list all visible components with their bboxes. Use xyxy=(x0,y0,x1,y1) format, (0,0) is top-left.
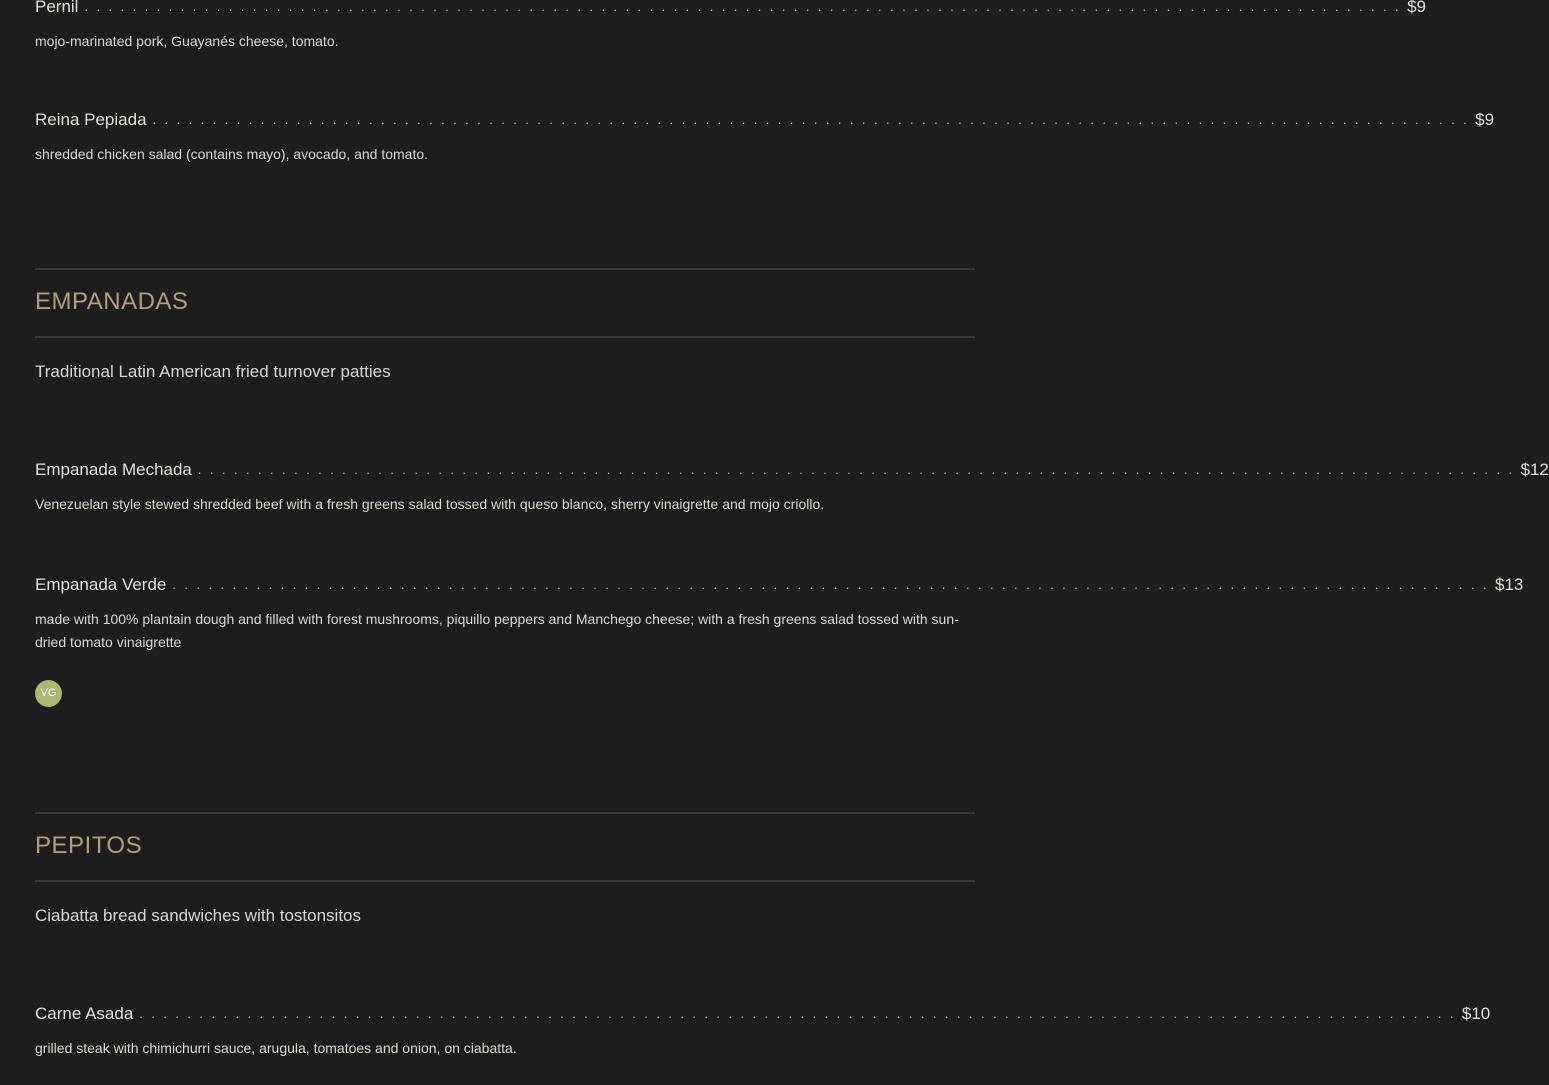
section-title-empanadas: EMPANADAS xyxy=(35,288,189,315)
menu-item-header xyxy=(35,456,1549,484)
menu-item-name: Reina Pepiada xyxy=(35,110,147,129)
menu-item-price: $12 xyxy=(1520,460,1549,479)
menu-item-reina-pepiada xyxy=(35,106,1495,166)
menu-item-description: made with 100% plantain dough and filled with forest mushrooms, piquillo peppers and Manchego cheese; with a fresh greens salad tossed with sun-dried tomato vinaigrette xyxy=(35,611,959,650)
vegetarian-badge: VG xyxy=(35,680,62,707)
section-title-pepitos: PEPITOS xyxy=(35,832,143,859)
menu-item-description: shredded chicken salad (contains mayo), avocado, and tomato. xyxy=(35,146,429,162)
section-subtitle-empanadas: Traditional Latin American fried turnover patties xyxy=(35,362,391,381)
section-subtitle-pepitos: Ciabatta bread sandwiches with tostonsitos xyxy=(35,906,362,925)
menu-item-header xyxy=(35,571,1524,599)
section-divider-bottom xyxy=(35,880,975,882)
dot-leader: . . . . . . . . . . . . . . . . . . . . . . . . . . . . . . . . . . . . . . . . . . . . . . . . . . . . . . . . . . . . . . . . . . . . . . . . . . . . . . . . . . . . . . . . . . . . . . . . . . . . . . . . . . . . . . xyxy=(152,112,1470,127)
menu-item-description: grilled steak with chimichurri sauce, arugula, tomatoes and onion, on ciabatta. xyxy=(35,1040,517,1056)
dot-leader: . . . . . . . . . . . . . . . . . . . . . . . . . . . . . . . . . . . . . . . . . . . . . . . . . . . . . . . . . . . . . . . . . . . . . . . . . . . . . . . . . . . . . . . . . . . . . . . . . . . . . . . . . . . . . . xyxy=(139,1006,1456,1021)
section-divider-top xyxy=(35,268,975,270)
menu-item-header xyxy=(35,1000,1491,1028)
menu-item-name: Empanada Mechada xyxy=(35,460,192,479)
menu-item-description: Venezuelan style stewed shredded beef with a fresh greens salad tossed with queso blanco, sherry vinaigrette and mojo criollo. xyxy=(35,496,825,512)
menu-item-price: $9 xyxy=(1475,110,1495,129)
menu-item-empanada-verde xyxy=(35,571,1524,707)
menu-item-header xyxy=(35,0,1426,21)
menu-item-name: Pernil xyxy=(35,0,79,16)
menu-item-header xyxy=(35,106,1495,134)
dot-leader: . . . . . . . . . . . . . . . . . . . . . . . . . . . . . . . . . . . . . . . . . . . . . . . . . . . . . . . . . . . . . . . . . . . . . . . . . . . . . . . . . . . . . . . . . . . . . . . . . . . . . . . . . . . . . . xyxy=(197,462,1515,477)
menu-item-pernil xyxy=(35,0,1426,53)
dot-leader: . . . . . . . . . . . . . . . . . . . . . . . . . . . . . . . . . . . . . . . . . . . . . . . . . . . . . . . . . . . . . . . . . . . . . . . . . . . . . . . . . . . . . . . . . . . . . . . . . . . . . . . . . . . . . . xyxy=(172,577,1489,592)
section-divider-top xyxy=(35,812,975,814)
menu-item-price: $10 xyxy=(1461,1004,1491,1023)
section-divider-bottom xyxy=(35,336,975,338)
menu-item-empanada-mechada xyxy=(35,456,1549,516)
menu-item-name: Carne Asada xyxy=(35,1004,134,1023)
menu-item-description: mojo-marinated pork, Guayanés cheese, tomato. xyxy=(35,33,339,49)
menu-item-price: $9 xyxy=(1407,0,1426,16)
menu-item-name: Empanada Verde xyxy=(35,575,167,594)
menu-item-carne-asada xyxy=(35,1000,1491,1060)
menu-item-price: $13 xyxy=(1494,575,1524,594)
dot-leader: . . . . . . . . . . . . . . . . . . . . . . . . . . . . . . . . . . . . . . . . . . . . . . . . . . . . . . . . . . . . . . . . . . . . . . . . . . . . . . . . . . . . . . . . . . . . . . . . . . . . . . . . . . . . . . xyxy=(84,0,1402,14)
